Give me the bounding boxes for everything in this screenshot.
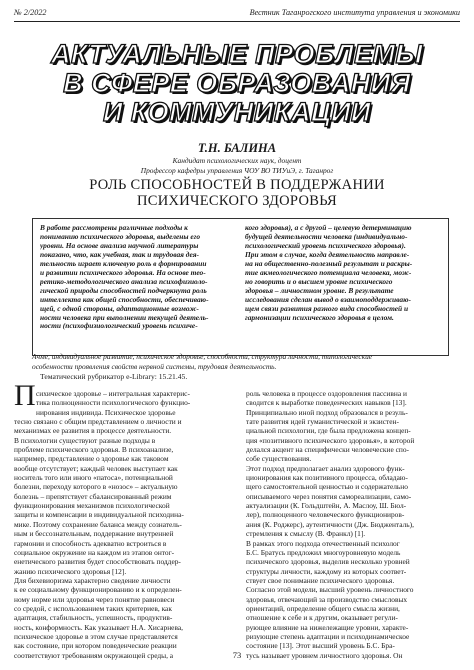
- body-line: болезни, переходу которого в «нозос» – актуальную: [14, 482, 178, 492]
- affiliation-line: Профессор кафедры управления ЧОУ ВО ТИУиЭ, г. Таганрог: [140, 165, 334, 175]
- abstract-line: и развитии психического здоровья. На основе тео-: [40, 268, 206, 277]
- body-line: тусь называет уровнем личностного здоровья. Он: [246, 650, 403, 660]
- keywords: [32, 352, 450, 371]
- body-line: социальное окружение на каждом из этапов онтог-: [14, 547, 175, 557]
- body-line: описываемого через понятия самореализации, само-: [246, 491, 412, 501]
- abstract-line: показано, что, как учебная, так и трудовая дея-: [40, 250, 200, 259]
- body-line: психическое здоровье в этом случае представляется: [14, 631, 178, 641]
- body-line: структуры личности, каждому из которых соответ-: [246, 566, 407, 576]
- body-line: ориентаций, определение общего смысла жизни,: [246, 603, 400, 613]
- issue-number: № 2/2022: [14, 8, 47, 17]
- body-line: соответствуют требованиям окружающей среды, а: [14, 650, 174, 660]
- body-line: нирования индивида. Психическое здоровье: [36, 407, 176, 417]
- drop-cap: П: [14, 379, 36, 412]
- body-line: стремления к смыслу (В. Франкл) [1].: [246, 529, 366, 539]
- abstract-line: щей, с одной стороны, адаптационные возмож-: [40, 304, 199, 313]
- keywords-line: Ачме, индивидуальное развитие, психическое здоровье, способности, структура личности, типологические: [32, 352, 373, 361]
- abstract-line: здоровья – личностном уровне. В результате: [245, 286, 394, 295]
- body-line: психического здоровья, выделив несколько уровней: [246, 557, 410, 567]
- body-line: вообще отсутствует; каждый человек выступает как: [14, 463, 178, 473]
- body-line: носитель того или иного «патоса», потенциальной: [14, 473, 173, 483]
- page-number: 73: [232, 650, 242, 660]
- abstract-right-column: [245, 224, 441, 322]
- body-line: тесно связано с общим представлением о личности и: [14, 417, 182, 427]
- abstract-line: психологический уровень психического здоровья).: [245, 241, 406, 250]
- body-line: к ее социальному функционированию и к определен-: [14, 585, 182, 595]
- body-line: ционирования как позитивного процесса, обладаю-: [246, 473, 408, 483]
- body-right-column: [246, 389, 458, 660]
- abstract-line: на на общественно-полезный результат и раскры-: [245, 259, 413, 268]
- abstract-line: щем связи развития разного вида способностей и: [245, 304, 409, 313]
- abstract-line: но говорить и о высшем уровне психического: [245, 277, 393, 286]
- abstract-line: При этом в случае, когда деятельность направле-: [245, 250, 410, 259]
- section-heading-line: В СФЕРЕ ОБРАЗОВАНИЯ: [63, 68, 411, 98]
- article-title: [0, 177, 474, 209]
- body-line: проблеме психического здоровья. В психоанализе,: [14, 445, 174, 455]
- body-line: болезнь – препятствует сбалансированный режим: [14, 491, 172, 501]
- body-line: Б.С. Братусь предложил многоуровневую модель: [246, 547, 401, 557]
- section-heading-line: АКТУАЛЬНЫЕ ПРОБЛЕМЫ: [50, 39, 424, 69]
- abstract-line: тельность играет ключевую роль в формировании: [40, 259, 207, 268]
- rubricator: Тематический рубрикатор e-Library: 15.21.45.: [40, 372, 188, 381]
- body-line: ризующие степень адаптации и психодинамическое: [246, 631, 410, 641]
- body-line: енетического развития будет способствовать поддер-: [14, 557, 181, 567]
- body-line: сихическое здоровье – интегральная характерис-: [36, 389, 190, 398]
- running-header: [14, 8, 460, 22]
- abstract-line: кого здоровья), а с другой – целевую детерминацию: [245, 224, 412, 232]
- body-line: Этот подход предполагает анализ здорового функ-: [246, 463, 405, 473]
- author-affiliation: [0, 156, 474, 175]
- body-line: лер), полноценного человеческого функциониров-: [246, 510, 405, 520]
- body-line: собе существования.: [246, 454, 312, 464]
- affiliation-line: Кандидат психологических наук, доцент: [172, 156, 302, 165]
- abstract-line: исследования сделан вывод о взаимоподдерживаю-: [245, 295, 411, 304]
- abstract-line: будущей деятельности человека (индивидуально-: [245, 232, 408, 241]
- abstract-left-column: [40, 224, 236, 331]
- body-line: мике. Поэтому сохранение баланса между сознатель-: [14, 519, 182, 529]
- abstract-line: интеллекта как общей способности, обеспечиваю-: [40, 295, 209, 304]
- body-line: гармонии и способность адекватно встроиться в: [14, 538, 167, 548]
- body-line: Согласно этой модели, высший уровень личностного: [246, 585, 414, 595]
- body-line: ному норме или здоровья через понятие равновеси: [14, 594, 175, 604]
- body-line: отношение к себе и к другим, оказывает регули-: [246, 613, 398, 623]
- body-line: щего самостоятельной ценностью и содержательно: [246, 482, 408, 492]
- body-line: тика полноценности психологического функцио-: [36, 398, 191, 408]
- body-line: Принципиально иной подход образовался в резуль-: [246, 407, 408, 417]
- abstract-line: гической природы способностей подчеркнута роль: [40, 286, 207, 295]
- body-line: Для бихевиоризма характерно сведение личности: [14, 575, 171, 585]
- body-line: состояние [13]. Этот высший уровень Б.С. Бра-: [246, 641, 395, 651]
- body-line: со средой, с использованием таких критериев, как: [14, 603, 172, 613]
- abstract-line: В работе рассмотрены различные подходы к: [40, 224, 188, 232]
- author-name: Т.Н. БАЛИНА: [197, 141, 277, 155]
- abstract-line: пониманию психического здоровья, выделены его: [40, 232, 201, 241]
- abstract-line: ности человека при выполнении текущей деятель-: [40, 313, 209, 322]
- abstract-line: ретико-методологического анализа психофизиоло-: [40, 277, 208, 286]
- body-line: ания (К. Роджерс), аутентичности (Дж. Бюдженталь),: [246, 519, 414, 529]
- keywords-line: особенности проявления свойств нервной системы, трудовая деятельность.: [32, 361, 277, 371]
- abstract-line: гармонизации психического здоровья в целом.: [245, 313, 394, 322]
- body-line: В рамках этого подхода отечественный психолог: [246, 538, 400, 548]
- abstract-line: тие акмеологического потенциала человека, мож-: [245, 268, 412, 277]
- abstract-line: ности (психофизиологический уровень психиче-: [40, 322, 198, 331]
- body-line: тате развития идей гуманистической и экзистен-: [246, 417, 399, 427]
- body-line: механизмах ее развития в процессе деятельности.: [14, 426, 172, 436]
- body-line: делался акцент на специфически человеческие спо-: [246, 445, 409, 455]
- section-heading-line: И КОММУНИКАЦИИ: [103, 97, 371, 127]
- abstract-line: уровни. На основе анализа научной литературы: [40, 241, 199, 250]
- body-line: ция «позитивного психического здоровья», в которой: [246, 435, 415, 445]
- title-line: ПСИХИЧЕСКОГО ЗДОРОВЬЯ: [136, 193, 338, 209]
- body-line: функционирования механизмов психологической: [14, 501, 170, 511]
- body-line: здоровья, отвечающий за производство смысловых: [246, 594, 408, 604]
- body-line: жанию психического здоровья [12].: [14, 566, 127, 576]
- body-line: ным и бессознательным, поддержание внутренней: [14, 529, 174, 539]
- body-line: сводится к выработке поведенческих навыков [13].: [246, 398, 407, 408]
- title-line: РОЛЬ СПОСОБНОСТЕЙ В ПОДДЕРЖАНИИ: [89, 177, 385, 193]
- body-line: циальной психологии, где была предложена концеп-: [246, 426, 411, 436]
- body-line: В психологии существуют разные подходы в: [14, 435, 156, 445]
- body-line: рующее влияние на нижележащие уровни, характе-: [246, 622, 409, 632]
- body-line: например, представление о здоровье как таковом: [14, 454, 169, 464]
- section-heading: [0, 40, 474, 127]
- body-line: ность, конформность. Как указывает Н.А. Хисарнева,: [14, 622, 183, 632]
- body-line: адаптация, стабильность, успешность, продуктив-: [14, 613, 173, 623]
- journal-name: Вестник Таганрогского института управления и экономики: [249, 8, 460, 17]
- body-line: как состояние, при котором поведенческие реакции: [14, 641, 177, 651]
- header-rule: [14, 21, 460, 22]
- body-line: роль человека в процессе оздоровления пассивна и: [246, 389, 407, 398]
- body-left-column: [14, 389, 226, 660]
- body-line: ствует свое понимание психического здоровья.: [246, 575, 395, 585]
- body-line: актуализации (К. Гольдштейн, А. Маслоу, Ш. Бюл-: [246, 501, 407, 511]
- body-line: защиты и компенсации в индивидуальной психодина-: [14, 510, 184, 520]
